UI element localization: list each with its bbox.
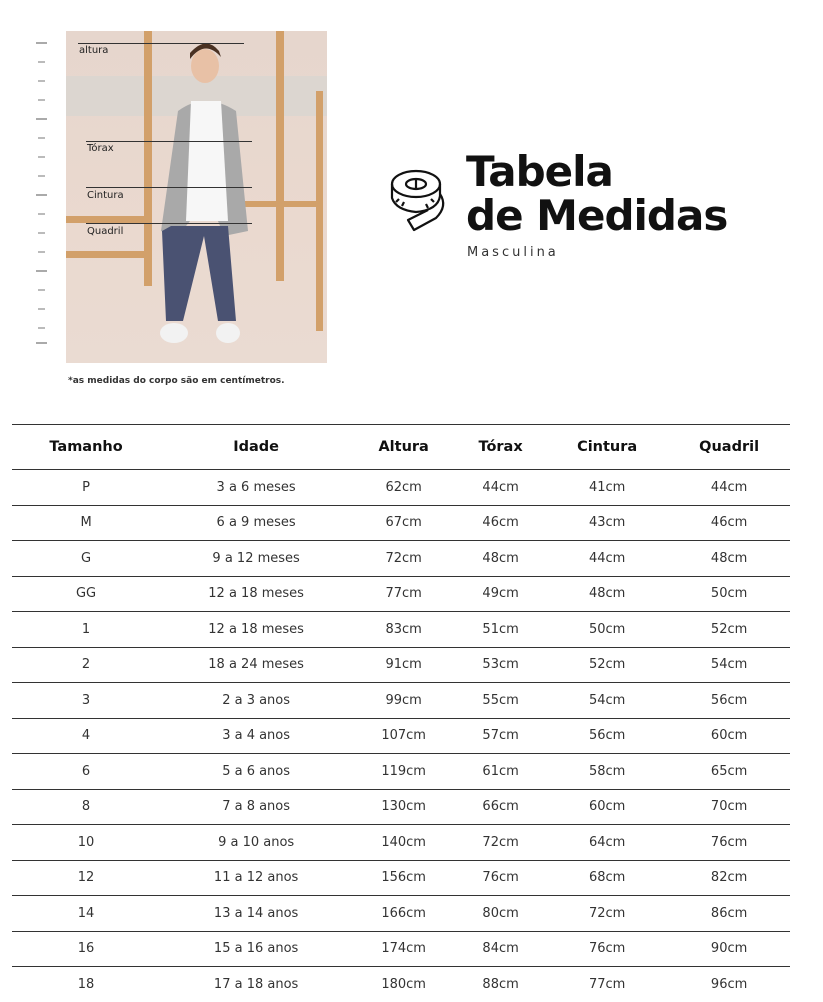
table-cell: 77cm [588, 976, 626, 992]
title-line-1: Tabela [466, 147, 613, 196]
table-cell: 16 [12, 931, 160, 967]
table-cell: 83cm [352, 612, 455, 648]
table-cell: 12 [12, 860, 160, 896]
table-cell: 8 [12, 789, 160, 825]
table-cell: 54cm [546, 683, 668, 719]
table-cell: 62cm [352, 470, 455, 506]
table-cell: 11 a 12 anos [160, 860, 352, 896]
table-row [12, 612, 790, 648]
table-cell: 41cm [546, 470, 668, 506]
table-row [12, 754, 790, 790]
table-cell: 49cm [455, 576, 546, 612]
table-row [12, 967, 790, 1002]
table-cell: 57cm [455, 718, 546, 754]
table-row [12, 541, 790, 577]
table-cell: 64cm [546, 825, 668, 861]
table-row [12, 505, 790, 541]
table-cell: 61cm [455, 754, 546, 790]
label-torax: Tórax [87, 143, 114, 154]
table-cell: 58cm [546, 754, 668, 790]
table-cell: 180cm [381, 976, 426, 992]
table-cell: 6 a 9 meses [160, 505, 352, 541]
table-cell: 96cm [710, 976, 748, 992]
table-cell: 140cm [352, 825, 455, 861]
page-title [466, 147, 728, 240]
table-cell: 48cm [668, 541, 790, 577]
table-cell: 3 a 6 meses [160, 470, 352, 506]
table-cell: 156cm [352, 860, 455, 896]
table-cell: 56cm [668, 683, 790, 719]
table-cell: 70cm [668, 789, 790, 825]
table-cell: 56cm [546, 718, 668, 754]
table-cell: 51cm [455, 612, 546, 648]
table-cell: 76cm [546, 931, 668, 967]
measurement-note: *as medidas do corpo são em centímetros. [68, 376, 285, 386]
table-cell: 52cm [668, 612, 790, 648]
table-cell: 86cm [668, 896, 790, 932]
table-cell: 6 [12, 754, 160, 790]
column-header: Tórax [455, 425, 546, 470]
column-header: Tamanho [12, 425, 160, 470]
table-cell: GG [12, 576, 160, 612]
table-cell: 90cm [668, 931, 790, 967]
table-row [12, 896, 790, 932]
table-cell: 76cm [668, 825, 790, 861]
table-cell: 91cm [352, 647, 455, 683]
table-cell: 12 a 18 meses [160, 576, 352, 612]
table-cell: 18 [77, 976, 95, 992]
table-row [12, 931, 790, 967]
table-cell: 3 a 4 anos [160, 718, 352, 754]
page-subtitle: Masculina [467, 245, 559, 260]
label-cintura: Cintura [87, 190, 124, 201]
table-cell: 80cm [455, 896, 546, 932]
table-cell: 10 [12, 825, 160, 861]
table-cell: 77cm [352, 576, 455, 612]
table-row [12, 683, 790, 719]
table-cell: 52cm [546, 647, 668, 683]
table-cell: 7 a 8 anos [160, 789, 352, 825]
label-quadril: Quadril [87, 226, 124, 237]
table-row [12, 825, 790, 861]
table-cell: 68cm [546, 860, 668, 896]
column-header: Quadril [668, 425, 790, 470]
table-cell: 54cm [668, 647, 790, 683]
table-row [12, 576, 790, 612]
table-row [12, 647, 790, 683]
table-cell: 107cm [352, 718, 455, 754]
table-cell: 14 [12, 896, 160, 932]
table-cell: 72cm [455, 825, 546, 861]
table-cell: 9 a 10 anos [160, 825, 352, 861]
table-cell: 50cm [668, 576, 790, 612]
table-cell: 99cm [352, 683, 455, 719]
table-cell: 166cm [352, 896, 455, 932]
label-altura: altura [79, 45, 109, 56]
table-cell: 9 a 12 meses [160, 541, 352, 577]
table-cell: 12 a 18 meses [160, 612, 352, 648]
table-cell: 65cm [668, 754, 790, 790]
table-cell: 48cm [546, 576, 668, 612]
table-cell: 44cm [455, 470, 546, 506]
table-cell: 50cm [546, 612, 668, 648]
table-cell: 2 [12, 647, 160, 683]
ruler-scale [36, 42, 50, 352]
table-cell: 53cm [455, 647, 546, 683]
table-cell: 44cm [546, 541, 668, 577]
table-cell: G [12, 541, 160, 577]
table-row [12, 470, 790, 506]
table-cell: P [12, 470, 160, 506]
table-cell: 3 [12, 683, 160, 719]
table-cell: 48cm [455, 541, 546, 577]
title-line-2: de Medidas [466, 191, 728, 240]
table-cell: 60cm [546, 789, 668, 825]
column-header: Cintura [546, 425, 668, 470]
table-cell: 5 a 6 anos [160, 754, 352, 790]
table-cell: 2 a 3 anos [160, 683, 352, 719]
table-row [12, 860, 790, 896]
table-cell: 88cm [482, 976, 519, 992]
table-cell: 82cm [668, 860, 790, 896]
table-cell: 43cm [546, 505, 668, 541]
table-cell: 4 [12, 718, 160, 754]
table-cell: M [12, 505, 160, 541]
column-header: Altura [352, 425, 455, 470]
table-cell: 18 a 24 meses [160, 647, 352, 683]
table-cell: 15 a 16 anos [160, 931, 352, 967]
table-cell: 76cm [455, 860, 546, 896]
table-cell: 13 a 14 anos [160, 896, 352, 932]
table-row [12, 789, 790, 825]
measuring-tape-icon [388, 166, 454, 236]
model-photo [66, 31, 327, 363]
table-cell: 72cm [546, 896, 668, 932]
size-table [12, 424, 790, 1002]
table-cell: 46cm [455, 505, 546, 541]
table-cell: 44cm [668, 470, 790, 506]
table-cell: 119cm [352, 754, 455, 790]
table-cell: 84cm [455, 931, 546, 967]
table-row [12, 718, 790, 754]
table-cell: 174cm [352, 931, 455, 967]
table-cell: 130cm [352, 789, 455, 825]
table-cell: 66cm [455, 789, 546, 825]
table-cell: 46cm [668, 505, 790, 541]
table-cell: 1 [12, 612, 160, 648]
table-cell: 67cm [352, 505, 455, 541]
table-cell: 72cm [352, 541, 455, 577]
table-cell: 60cm [668, 718, 790, 754]
table-cell: 17 a 18 anos [213, 976, 299, 992]
table-cell: 55cm [455, 683, 546, 719]
column-header: Idade [160, 425, 352, 470]
